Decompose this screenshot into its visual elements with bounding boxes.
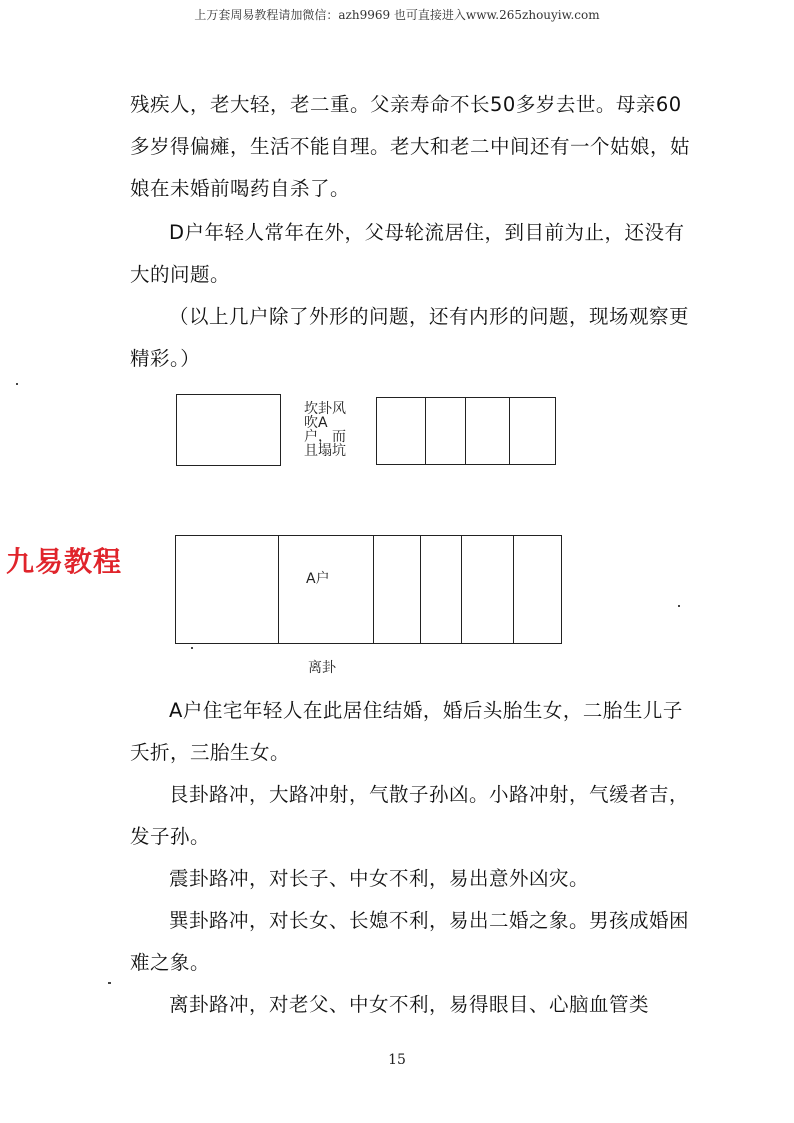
scan-speck [108, 982, 111, 984]
diagram-label-a-house: A户 [306, 571, 330, 587]
paragraph-note: （以上几户除了外形的问题，还有内形的问题，现场观察更精彩。） [130, 305, 690, 370]
watermark-logo: 九易教程 [6, 545, 123, 578]
diagram-label-li: 离卦 [308, 660, 336, 676]
divider [425, 397, 426, 465]
divider [465, 397, 466, 465]
page-header: 上万套周易教程请加微信：azh9969 也可直接进入www.265zhouyiw.com [194, 8, 600, 22]
divider [461, 535, 462, 644]
paragraph-household-d: D户年轻人常年在外，父母轮流居住，到目前为止，还没有大的问题。 [130, 221, 685, 286]
divider [278, 535, 279, 644]
house-row-bottom [175, 535, 562, 644]
divider [513, 535, 514, 644]
paragraph-zhen: 震卦路冲，对长子、中女不利，易出意外凶灾。 [169, 867, 590, 890]
paragraph-gen: 艮卦路冲，大路冲射，气散子孙凶。小路冲射，气缓者吉，发子孙。 [130, 783, 690, 848]
diagram-label-kan: 坎卦风吹A户，而且塌坑 [304, 401, 346, 459]
divider [420, 535, 421, 644]
scan-speck [678, 605, 680, 607]
paragraph-household-a: A户住宅年轻人在此居住结婚，婚后头胎生女，二胎生儿子夭折，三胎生女。 [130, 699, 683, 764]
house-block-left [176, 394, 281, 466]
scan-speck [191, 647, 193, 649]
divider [373, 535, 374, 644]
paragraph-family-history: 残疾人，老大轻，老二重。父亲寿命不长50多岁去世。母亲60多岁得偏瘫，生活不能自理。老大和老二中间还有一个姑娘，姑娘在未婚前喝药自杀了。 [130, 93, 691, 200]
scan-speck [16, 383, 18, 385]
divider [509, 397, 510, 465]
paragraph-xun: 巽卦路冲，对长女、长媳不利，易出二婚之象。男孩成婚困难之象。 [130, 909, 690, 974]
page-number: 15 [388, 1052, 406, 1068]
house-row-top [376, 397, 556, 465]
paragraph-li: 离卦路冲，对老父、中女不利，易得眼目、心脑血管类 [169, 993, 650, 1016]
